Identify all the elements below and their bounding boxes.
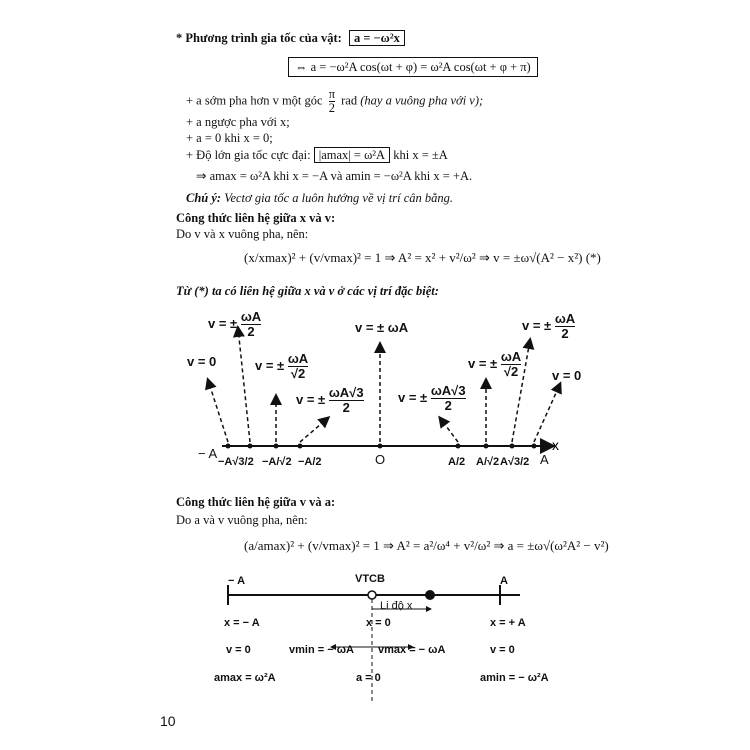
label-v-r2-right: v = ± $\frac{\omega A}{√2}$ [468,349,522,379]
va-title: Công thức liên hệ giữa v và a: [176,495,336,509]
row-x-right: x = + A [490,617,526,629]
equilibrium-point [368,591,376,599]
label-v-half-right: v = ± $\frac{\omega A}{2}$ [522,311,576,341]
velocity-arrows [208,328,560,442]
x-axis-label: x [552,437,559,453]
xv-special: Từ (*) ta có liên hệ giữa x và v ở các vị trí đặc biệt: [176,284,439,298]
xv-intro: Do v và x vuông pha, nên: [176,227,309,241]
tick-a-half: A/2 [448,456,466,468]
xv-title: Công thức liên hệ giữa x và v: [176,211,336,225]
row-v-min: vmin = − ωA [289,644,354,656]
label-A: A [500,575,508,587]
row-v-left: v = 0 [226,644,251,656]
label-displacement: Li độ x [380,600,413,612]
row-x-center: x = 0 [366,617,391,629]
accel-bullet-1: + a sớm pha hơn v một góc $\frac{\pi}{2}$ rad (hay a vuông pha với v); [186,87,484,115]
xv-formula: (x/xmax)² + (v/vmax)² = 1 ⇒ A² = x² + v²/ω² ⇒ v = ±ω√(A² − x²) (*) [244,250,601,265]
label-v0-left: v = 0 [187,354,217,369]
tick-a-r3: A√3/2 [500,456,530,468]
row-a-right: amin = − ω²A [480,672,549,684]
accel-bullet-4: + Độ lớn gia tốc cực đại: |amax| = ω²A khi x = ±A [186,148,448,162]
accel-bullet-3: + a = 0 khi x = 0; [186,131,273,145]
tick-a-r2: A/√2 [476,456,500,468]
tick-minus-a-half: −A/2 [298,456,322,468]
tick-minus-a-r2: −A/√2 [262,456,292,468]
row-a-left: amax = ω²A [214,672,276,684]
va-intro: Do a và v vuông pha, nên: [176,513,308,527]
va-formula: (a/amax)² + (v/vmax)² = 1 ⇒ A² = a²/ω⁴ + v²/ω² ⇒ a = ±ω√(ω²A² − v²) [244,538,609,553]
accel-eq-short: a = −ω²x [349,30,405,46]
label-v-half-left: v = ± $\frac{\omega A}{2}$ [208,309,262,339]
label-minus-A: − A [228,575,246,587]
label-v-r3-right: v = ± $\frac{\omega A√3}{2}$ [398,383,466,413]
label-v-r2-left: v = ± $\frac{\omega A}{√2}$ [255,351,309,381]
label-vtcb: VTCB [355,573,385,585]
va-diagram [0,565,750,705]
object-point [425,590,435,600]
accel-eq-long: ⇔ a = −ω²A cos(ωt + φ) = ω²A cos(ωt + φ + π) [288,57,538,77]
label-v0-right: v = 0 [552,368,582,383]
accel-heading: * Phương trình gia tốc của vật: a = −ω²x [176,30,405,46]
tick-minus-A: − A [198,446,218,461]
tick-A: A [540,452,549,467]
row-x-left: x = − A [224,617,260,629]
row-v-max: vmax = − ωA [378,644,446,656]
accel-bullet-2: + a ngược pha với x; [186,115,290,129]
row-v-right: v = 0 [490,644,515,656]
tick-minus-a-r3: −A√3/2 [218,456,254,468]
label-v-r3-left: v = ± $\frac{\omega A√3}{2}$ [296,385,364,415]
page-number: 10 [160,713,176,729]
tick-origin: O [375,452,386,467]
label-v-max: v = ± ωA [355,320,409,335]
row-a-center: a = 0 [356,672,381,684]
accel-bullet-5: ⇒ amax = ω²A khi x = −A và amin = −ω²A khi x = +A. [196,169,473,183]
accel-note: Chú ý: Vectơ gia tốc a luôn hướng về vị trí cân bằng. [186,191,453,205]
